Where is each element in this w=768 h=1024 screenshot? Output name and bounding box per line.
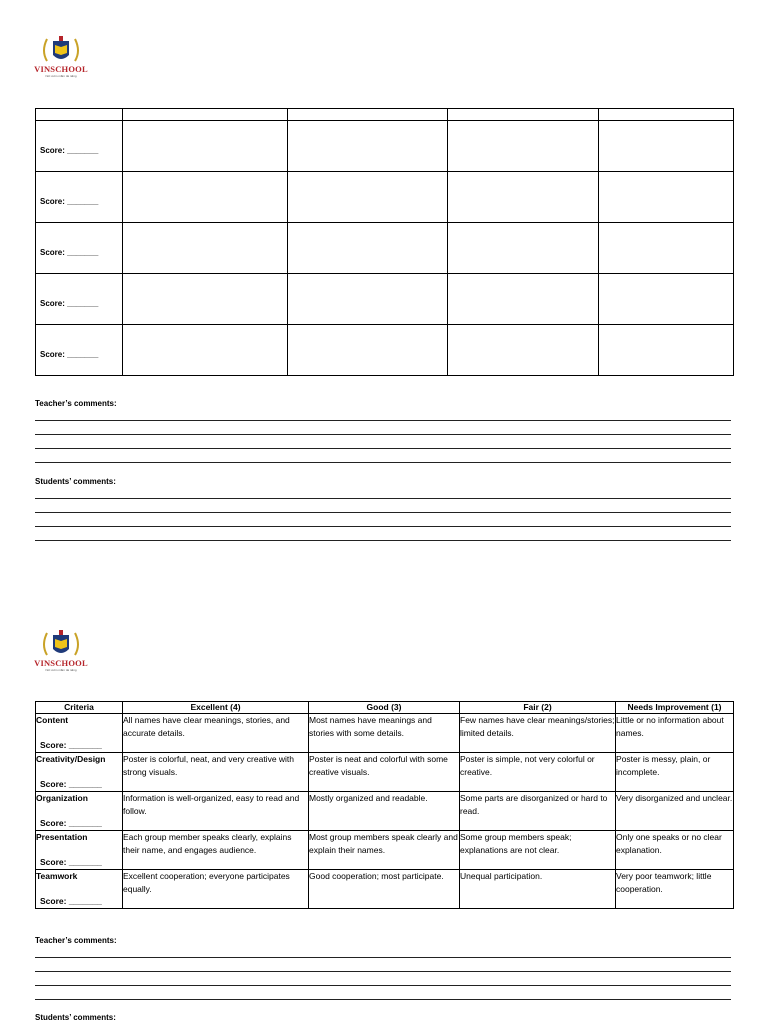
blank-cell	[448, 274, 599, 325]
needs-cell: Very disorganized and unclear.	[616, 792, 734, 831]
score-cell	[36, 223, 123, 274]
header-criteria: Criteria	[36, 702, 123, 714]
header-cell	[123, 109, 288, 121]
blank-cell	[123, 274, 288, 325]
table-row	[36, 172, 734, 223]
blank-cell	[288, 325, 448, 376]
comment-line[interactable]	[35, 498, 731, 499]
blank-cell	[599, 172, 734, 223]
blank-cell	[599, 274, 734, 325]
comment-line[interactable]	[35, 985, 731, 986]
score-cell	[36, 325, 123, 376]
table-row	[36, 792, 734, 831]
score-cell	[36, 121, 123, 172]
criteria-cell	[36, 714, 123, 753]
fair-cell: Poster is simple, not very colorful or creative.	[460, 753, 616, 792]
needs-cell: Very poor teamwork; little cooperation.	[616, 870, 734, 909]
criteria-name: Creativity/Design	[36, 754, 106, 764]
excellent-cell: Excellent cooperation; everyone participates equally.	[123, 870, 309, 909]
comment-line[interactable]	[35, 971, 731, 972]
logo-tagline: Nơi ươm mầm tài năng	[45, 668, 77, 672]
score-cell	[36, 172, 123, 223]
score-label: Score: _______	[40, 818, 102, 828]
table-row	[36, 714, 734, 753]
criteria-name: Presentation	[36, 832, 88, 842]
needs-cell: Poster is messy, plain, or incomplete.	[616, 753, 734, 792]
table-row	[36, 121, 734, 172]
blank-cell	[448, 121, 599, 172]
criteria-cell	[36, 870, 123, 909]
excellent-cell: Poster is colorful, neat, and very creative with strong visuals.	[123, 753, 309, 792]
comment-line[interactable]	[35, 999, 731, 1000]
logo-brand: VINSCHOOL	[34, 64, 88, 74]
score-cell	[36, 274, 123, 325]
blank-cell	[448, 223, 599, 274]
logo-tagline: Nơi ươm mầm tài năng	[45, 74, 77, 78]
crest-icon	[33, 33, 89, 65]
blank-cell	[288, 223, 448, 274]
table-row	[36, 831, 734, 870]
school-logo	[33, 33, 89, 78]
comment-line[interactable]	[35, 957, 731, 958]
good-cell: Good cooperation; most participate.	[309, 870, 460, 909]
header-cell	[448, 109, 599, 121]
table-row	[36, 325, 734, 376]
blank-cell	[599, 325, 734, 376]
students-comments-label: Students’ comments:	[35, 1013, 116, 1022]
excellent-cell: All names have clear meanings, stories, and accurate details.	[123, 714, 309, 753]
blank-cell	[123, 172, 288, 223]
school-logo	[33, 627, 89, 672]
good-cell: Most names have meanings and stories with some details.	[309, 714, 460, 753]
rubric-table	[35, 701, 734, 909]
blank-rubric-table	[35, 108, 734, 376]
blank-cell	[288, 121, 448, 172]
table-header-row	[36, 109, 734, 121]
crest-icon	[33, 627, 89, 659]
comment-line[interactable]	[35, 434, 731, 435]
comment-line[interactable]	[35, 420, 731, 421]
excellent-cell: Each group member speaks clearly, explains their name, and engages audience.	[123, 831, 309, 870]
blank-cell	[599, 121, 734, 172]
header-cell	[288, 109, 448, 121]
comment-line[interactable]	[35, 540, 731, 541]
teacher-comments-label: Teacher’s comments:	[35, 399, 117, 408]
table-row	[36, 274, 734, 325]
score-label: Score: _______	[40, 248, 99, 257]
good-cell: Poster is neat and colorful with some creative visuals.	[309, 753, 460, 792]
score-label: Score: _______	[40, 197, 99, 206]
blank-cell	[448, 325, 599, 376]
table-header-row	[36, 702, 734, 714]
needs-cell: Only one speaks or no clear explanation.	[616, 831, 734, 870]
header-cell	[599, 109, 734, 121]
good-cell: Mostly organized and readable.	[309, 792, 460, 831]
criteria-name: Content	[36, 715, 69, 725]
comment-line[interactable]	[35, 448, 731, 449]
comment-line[interactable]	[35, 462, 731, 463]
blank-cell	[288, 172, 448, 223]
score-label: Score: _______	[40, 146, 99, 155]
score-label: Score: _______	[40, 740, 102, 750]
criteria-cell	[36, 792, 123, 831]
excellent-cell: Information is well-organized, easy to read and follow.	[123, 792, 309, 831]
criteria-cell	[36, 753, 123, 792]
blank-cell	[448, 172, 599, 223]
header-fair: Fair (2)	[460, 702, 616, 714]
blank-cell	[599, 223, 734, 274]
score-label: Score: _______	[40, 350, 99, 359]
score-label: Score: _______	[40, 299, 99, 308]
fair-cell: Unequal participation.	[460, 870, 616, 909]
criteria-name: Organization	[36, 793, 88, 803]
header-excellent: Excellent (4)	[123, 702, 309, 714]
header-needs-improvement: Needs Improvement (1)	[616, 702, 734, 714]
criteria-cell	[36, 831, 123, 870]
fair-cell: Few names have clear meanings/stories; limited details.	[460, 714, 616, 753]
blank-cell	[123, 325, 288, 376]
table-row	[36, 870, 734, 909]
needs-cell: Little or no information about names.	[616, 714, 734, 753]
score-label: Score: _______	[40, 857, 102, 867]
comment-line[interactable]	[35, 526, 731, 527]
score-label: Score: _______	[40, 896, 102, 906]
teacher-comments-label: Teacher’s comments:	[35, 936, 117, 945]
header-good: Good (3)	[309, 702, 460, 714]
fair-cell: Some group members speak; explanations are not clear.	[460, 831, 616, 870]
fair-cell: Some parts are disorganized or hard to read.	[460, 792, 616, 831]
blank-cell	[288, 274, 448, 325]
criteria-name: Teamwork	[36, 871, 78, 881]
blank-cell	[123, 121, 288, 172]
blank-cell	[123, 223, 288, 274]
header-cell	[36, 109, 123, 121]
students-comments-label: Students’ comments:	[35, 477, 116, 486]
table-row	[36, 223, 734, 274]
logo-brand: VINSCHOOL	[34, 658, 88, 668]
table-row	[36, 753, 734, 792]
score-label: Score: _______	[40, 779, 102, 789]
good-cell: Most group members speak clearly and explain their names.	[309, 831, 460, 870]
comment-line[interactable]	[35, 512, 731, 513]
